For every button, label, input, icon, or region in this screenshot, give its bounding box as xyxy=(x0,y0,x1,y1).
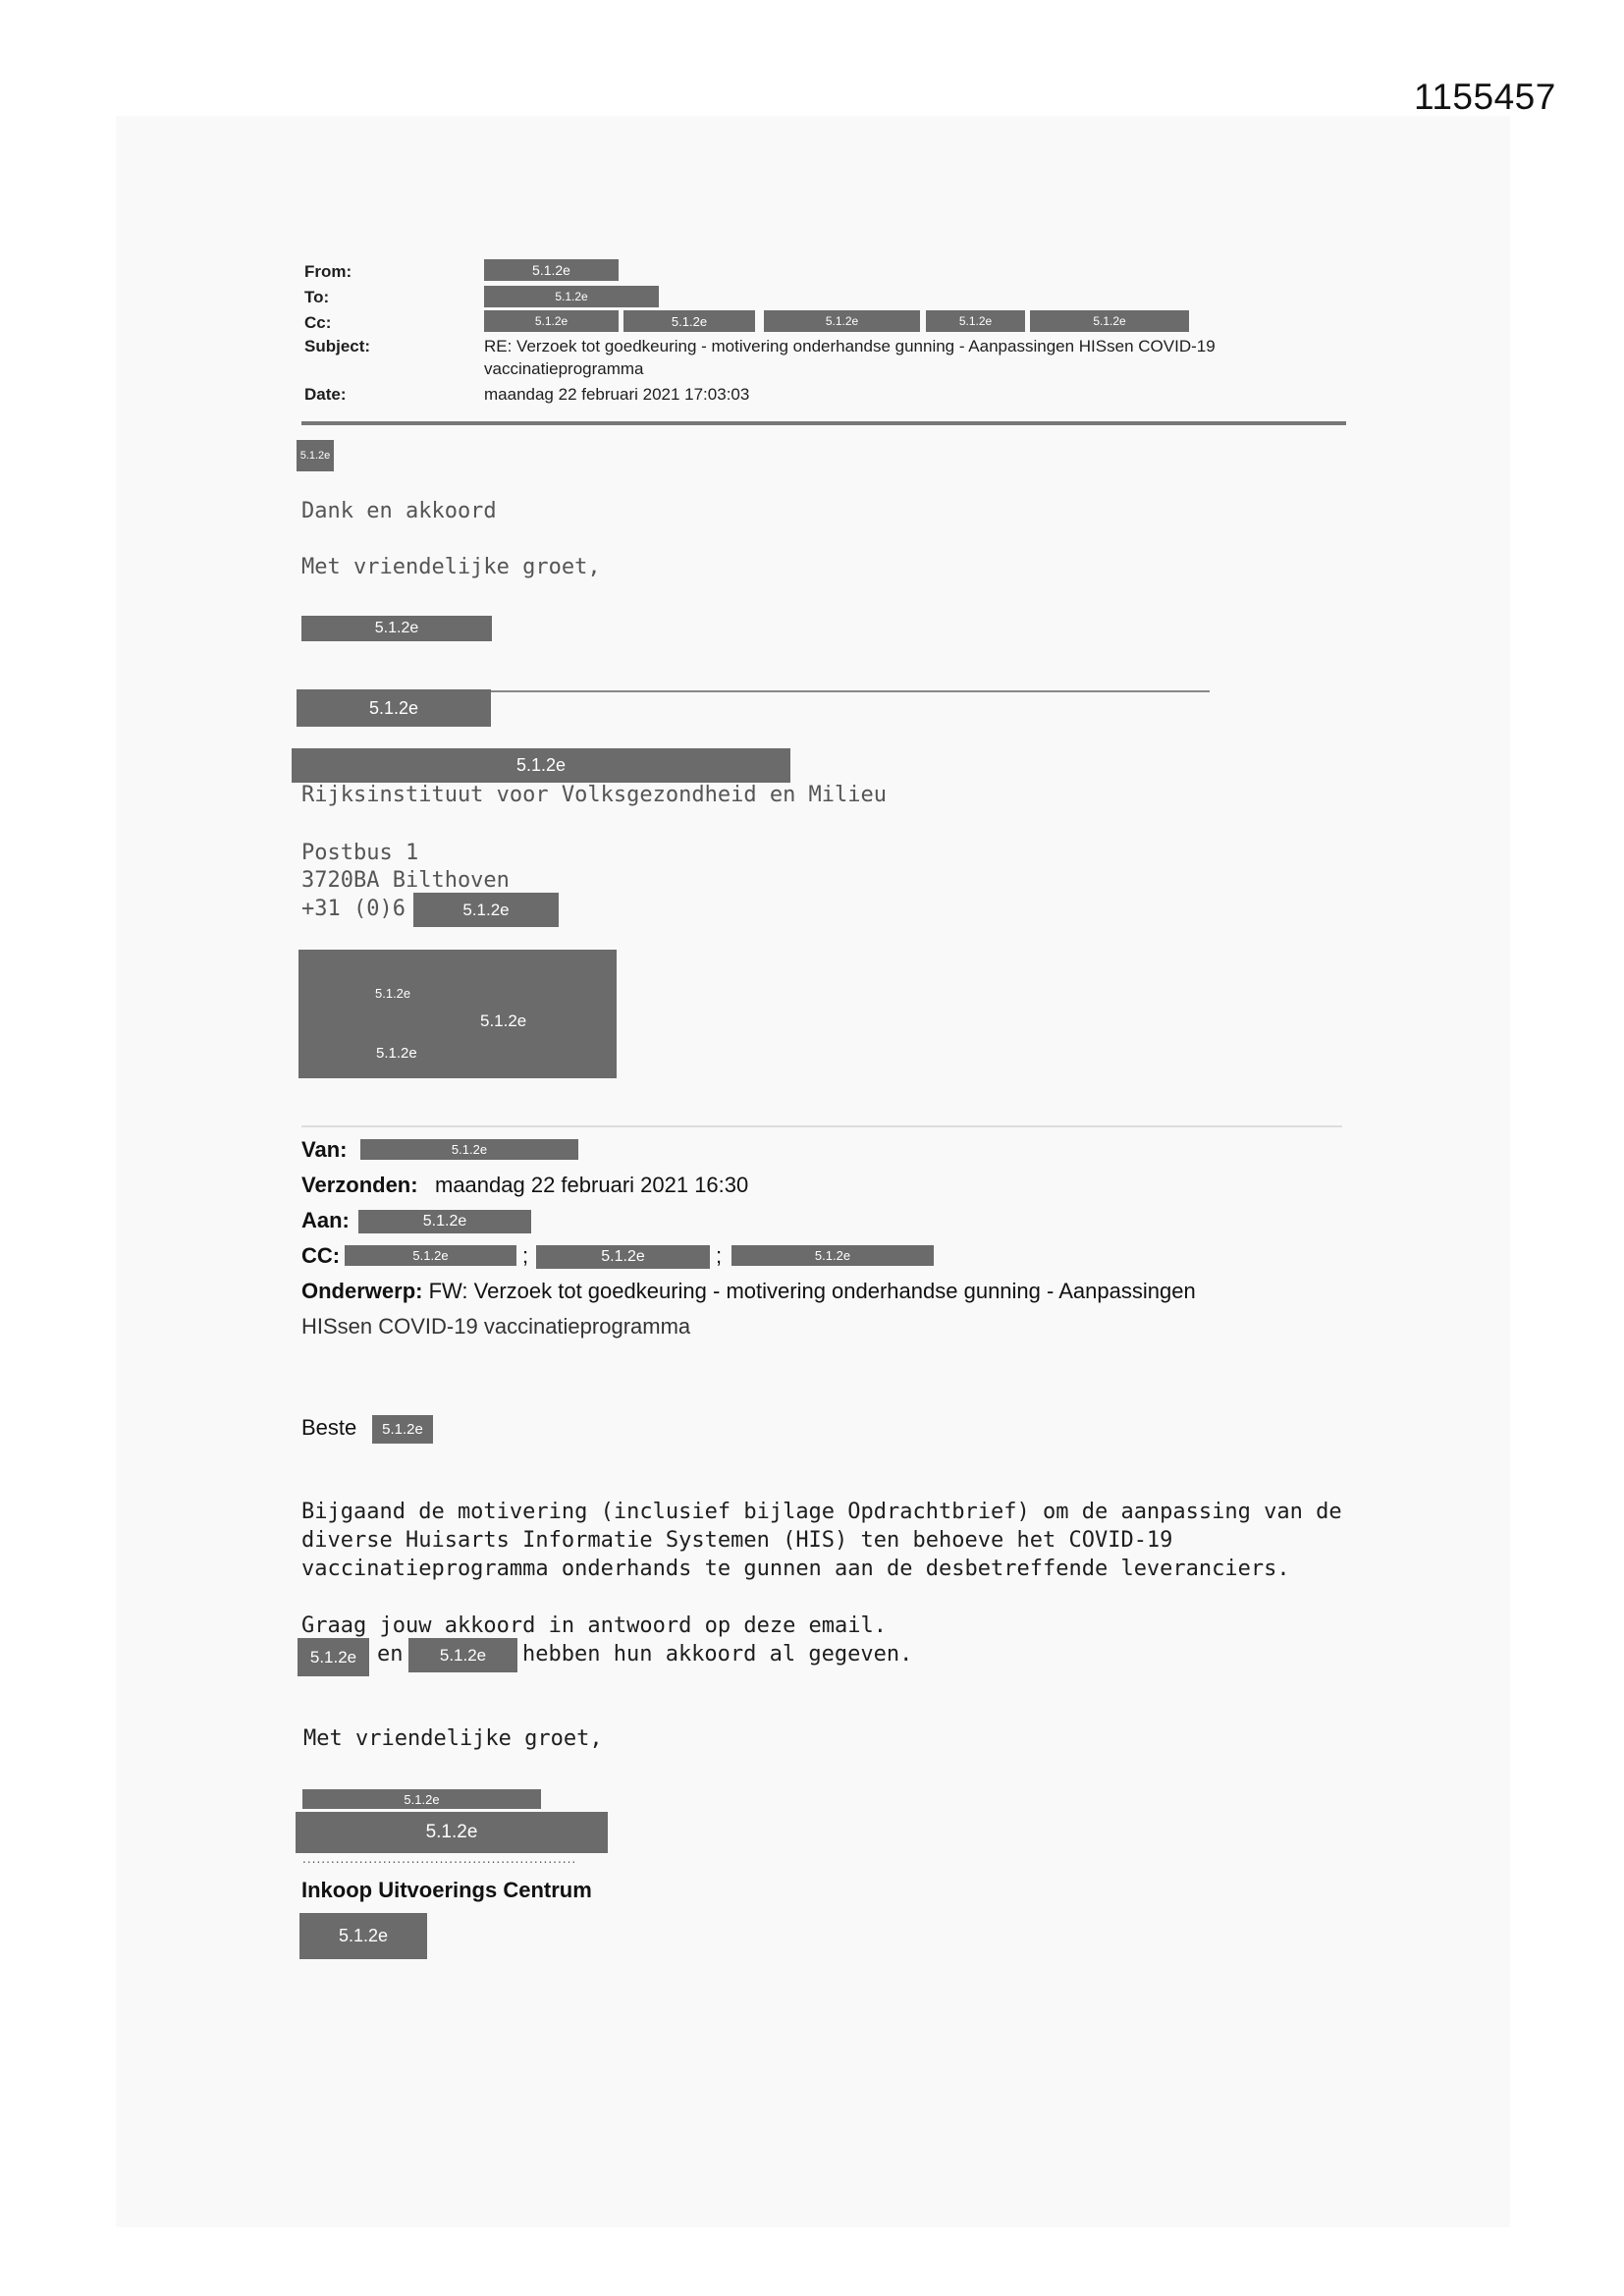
redaction-approver-1: 5.1.2e xyxy=(298,1638,369,1676)
verzonden-label: Verzonden: xyxy=(301,1173,418,1197)
redaction-from: 5.1.2e xyxy=(484,259,619,281)
redaction-fw-cc-3: 5.1.2e xyxy=(731,1245,934,1266)
organisation-name: Rijksinstituut voor Volksgezondheid en Milieu xyxy=(301,783,888,807)
date-value: maandag 22 februari 2021 17:03:03 xyxy=(484,385,750,404)
redaction-contact-block xyxy=(298,950,617,1078)
onderwerp-value: FW: Verzoek tot goedkeuring - motivering onderhandse gunning - Aanpassingen xyxy=(428,1279,1196,1303)
greeting: Beste xyxy=(301,1415,357,1440)
to-label: To: xyxy=(304,288,330,306)
redaction-fw-cc-1: 5.1.2e xyxy=(345,1245,516,1266)
van-label: Van: xyxy=(301,1137,348,1162)
body-line-3: vaccinatieprogramma onderhands te gunnen aan de desbetreffende leveranciers. xyxy=(301,1557,1290,1581)
from-label: From: xyxy=(304,262,352,281)
cc-separator-2: ; xyxy=(716,1243,723,1268)
cc-forward-label: CC: xyxy=(301,1243,341,1268)
reply-closing: Met vriendelijke groet, xyxy=(301,555,601,579)
redaction-contact-line-2: 5.1.2e xyxy=(480,1011,527,1030)
redaction-to: 5.1.2e xyxy=(484,286,659,307)
redaction-cc-3: 5.1.2e xyxy=(764,310,920,332)
forward-separator xyxy=(301,1125,1342,1127)
subject-line-1: RE: Verzoek tot goedkeuring - motivering onderhandse gunning - Aanpassingen HISsen COVID-19 xyxy=(484,337,1216,355)
subject-line-2: vaccinatieprogramma xyxy=(484,359,644,378)
document-number: 1155457 xyxy=(1414,77,1556,117)
verzonden-value: maandag 22 februari 2021 16:30 xyxy=(435,1173,749,1197)
redaction-sender-title: 5.1.2e xyxy=(297,689,491,727)
redaction-phone: 5.1.2e xyxy=(413,893,559,927)
date-label: Date: xyxy=(304,385,347,404)
request-line: Graag jouw akkoord in antwoord op deze email. xyxy=(301,1613,888,1638)
redaction-van: 5.1.2e xyxy=(360,1139,578,1160)
redaction-aan: 5.1.2e xyxy=(358,1210,531,1233)
scanned-page xyxy=(116,116,1510,2227)
header-separator xyxy=(301,421,1346,425)
reply-body: Dank en akkoord xyxy=(301,499,497,523)
approval-suffix: hebben hun akkoord al gegeven. xyxy=(522,1642,913,1667)
redaction-sender-name: 5.1.2e xyxy=(301,616,492,641)
body-line-2: diverse Huisarts Informatie Systemen (HIS) ten behoeve het COVID-19 xyxy=(301,1528,1173,1553)
cc-label: Cc: xyxy=(304,313,332,332)
address-line-1: Postbus 1 xyxy=(301,841,419,865)
redaction-department-contact: 5.1.2e xyxy=(299,1913,427,1959)
forward-closing: Met vriendelijke groet, xyxy=(303,1726,603,1751)
redaction-contact-line-3: 5.1.2e xyxy=(376,1045,417,1062)
department-name: Inkoop Uitvoerings Centrum xyxy=(301,1878,592,1902)
subject-label: Subject: xyxy=(304,337,371,355)
redaction-salutation: 5.1.2e xyxy=(297,440,334,471)
redaction-sender-unit: 5.1.2e xyxy=(292,748,790,783)
redaction-greeting-name: 5.1.2e xyxy=(372,1415,433,1444)
and-word: en xyxy=(377,1642,404,1667)
redaction-cc-5: 5.1.2e xyxy=(1030,310,1189,332)
redaction-buyer-name: 5.1.2e xyxy=(302,1789,541,1809)
address-line-2: 3720BA Bilthoven xyxy=(301,868,510,893)
redaction-buyer-title: 5.1.2e xyxy=(296,1812,608,1853)
body-line-1: Bijgaand de motivering (inclusief bijlage Opdrachtbrief) om de aanpassing van de xyxy=(301,1500,1342,1524)
onderwerp-line-1 xyxy=(301,1279,1196,1304)
redaction-cc-1: 5.1.2e xyxy=(484,310,619,332)
signature-dots: .......................................................... xyxy=(302,1852,577,1866)
redaction-contact-line-1: 5.1.2e xyxy=(375,986,411,1001)
onderwerp-line-2: HISsen COVID-19 vaccinatieprogramma xyxy=(301,1314,691,1339)
redaction-fw-cc-2: 5.1.2e xyxy=(536,1245,710,1269)
aan-label: Aan: xyxy=(301,1208,350,1232)
redaction-cc-2: 5.1.2e xyxy=(623,310,755,332)
phone-prefix: +31 (0)6 xyxy=(301,897,406,921)
cc-separator-1: ; xyxy=(522,1243,529,1268)
redaction-cc-4: 5.1.2e xyxy=(926,310,1025,332)
redaction-approver-2: 5.1.2e xyxy=(408,1638,517,1672)
onderwerp-label: Onderwerp: xyxy=(301,1279,423,1303)
